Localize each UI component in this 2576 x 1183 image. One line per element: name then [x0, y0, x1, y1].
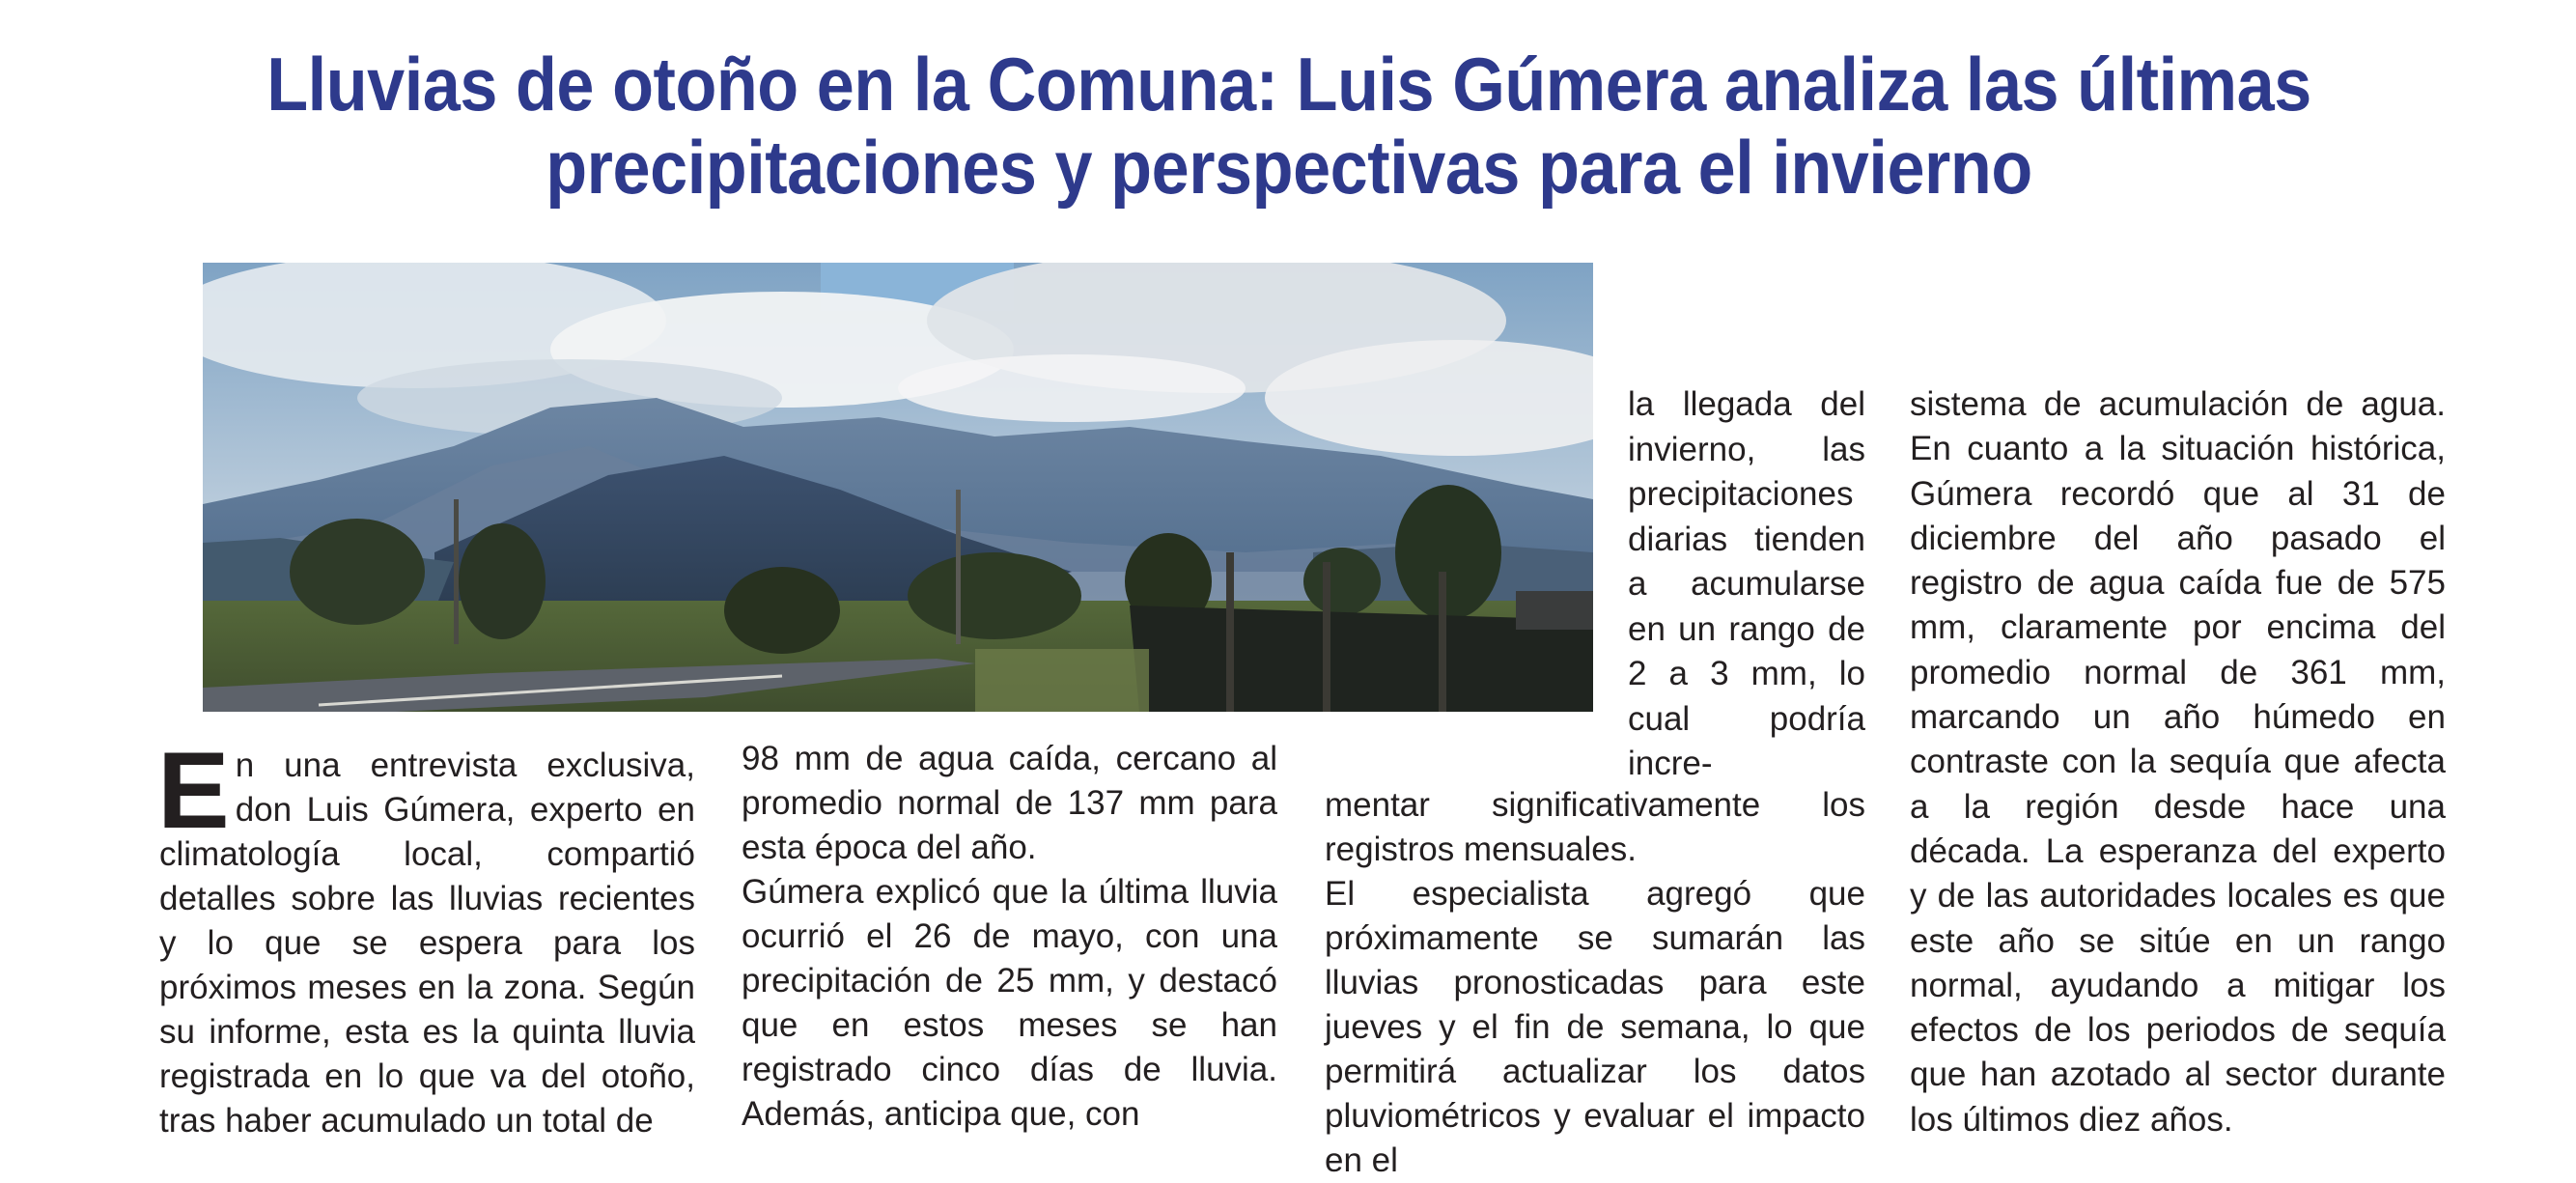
headline-line-1: Lluvias de otoño en la Comuna: Luis Gúmera analiza las últimas	[266, 42, 2311, 127]
article-column-1	[157, 730, 695, 1143]
column-2-paragraph-2: Gúmera explicó que la última lluvia ocurrió el 26 de mayo, con una precipitación de 25 mm, y destacó que en estos meses se han registrado cinco días de lluvia. Además, anticipa que, con	[742, 873, 1277, 1133]
headline-line-2: precipitaciones y perspectivas para el invierno	[546, 125, 2032, 210]
landscape-photo	[203, 263, 1593, 712]
column-3-paragraph-1: mentar significativamente los registros mensuales.	[1325, 786, 1865, 868]
article-headline	[182, 42, 2397, 209]
column-1-text: n una entrevista exclusiva, don Luis Gúmera, experto en climatología local, compartió detalles sobre las lluvias recientes y lo que se espera para los próximos meses en la zona. Según su informe, esta es la quinta lluvia registrada en lo que va del otoño, tras haber acumulado un total de	[159, 746, 695, 1140]
article-column-2	[742, 737, 1277, 1137]
column-3-top-text: la llegada del invierno, las precipitaciones diarias tienden a acumularse en un rango de 2 a 3 mm, lo cual podría incre-	[1628, 385, 1865, 782]
article-column-4	[1910, 382, 2446, 1142]
article-column-3-top	[1628, 382, 1865, 787]
column-4-text: sistema de acumulación de agua. En cuanto a la situación histórica, Gúmera recordó que al 31 de diciembre del año pasado el registro de agua caída fue de 575 mm, claramente por encima del promedio normal de 361 mm, marcando un año húmedo en contraste con la sequía que afecta a la región desde hace una década. La esperanza del experto y de las autoridades locales es que este año se sitúe en un rango normal, ayudando a mitigar los efectos de los periodos de sequía que han azotado al sector durante los últimos diez años.	[1910, 385, 2446, 1139]
article-column-3-bottom	[1325, 783, 1865, 1183]
drop-cap: E	[157, 730, 230, 851]
column-2-paragraph-1: 98 mm de agua caída, cercano al promedio normal de 137 mm para esta época del año.	[742, 740, 1277, 866]
column-3-paragraph-2: El especialista agregó que próximamente se sumarán las lluvias pronosticadas para este jueves y el fin de semana, lo que permitirá actualizar los datos pluviométricos y evaluar el impacto en el	[1325, 875, 1865, 1179]
